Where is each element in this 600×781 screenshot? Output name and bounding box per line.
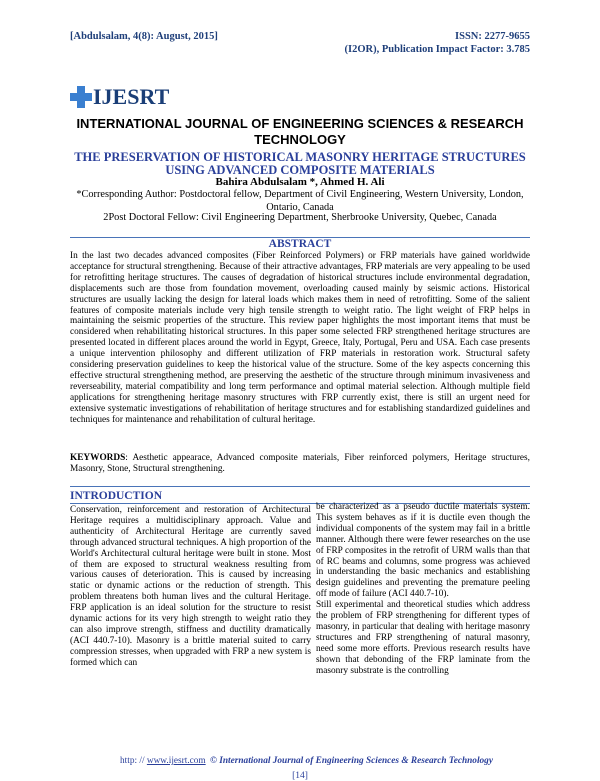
introduction-heading: INTRODUCTION (70, 490, 163, 502)
introduction-paragraph-1: be characterized as a pseudo ductile materials system. This system behaves as if it is ductile even though the individual components of the system may fail in a brittle manner. Although there were fewer researches on the use of FRP composites in the retrofit of URM walls than that of RC beams and columns, some progress was achieved in understanding the basic mechanics and establishing design guidelines and preventing the premature peeling off mode of failure (ACI 440.7-10). (316, 502, 530, 600)
header-impact-factor: (I2OR), Publication Impact Factor: 3.785 (344, 44, 530, 55)
keywords-rule (70, 486, 530, 487)
keywords (70, 453, 530, 475)
affiliation-1: *Corresponding Author: Postdoctoral fellow, Department of Civil Engineering, Western University, London, Ontario, Canada (76, 189, 524, 213)
page-number: [14] (292, 771, 308, 781)
header-issn-block (345, 30, 530, 56)
header-issn: ISSN: 2277-9655 (455, 31, 530, 42)
header-citation: [Abdulsalam, 4(8): August, 2015] (70, 31, 218, 42)
journal-logo (70, 84, 169, 112)
journal-name: INTERNATIONAL JOURNAL OF ENGINEERING SCIENCES & RESEARCH TECHNOLOGY (76, 116, 524, 147)
introduction-right-column (316, 502, 530, 677)
authors: Bahira Abdulsalam *, Ahmed H. Ali (215, 176, 385, 188)
footer-copyright: © International Journal of Engineering Sciences & Research Technology (210, 756, 493, 766)
introduction-paragraph-2: Still experimental and theoretical studies which address the problem of FRP strengthening for different types of masonry, in particular that dealing with heritage masonry structures and FRP strengthening of natural masonry, need some more efforts. Previous research results have shown that debonding of the FRP laminate from the masonry substrate is the controlling (316, 600, 530, 676)
abstract-body: In the last two decades advanced composites (Fiber Reinforced Polymers) or FRP materials have gained worldwide acceptance for structural strengthening. Because of their attractive advantages, FRP materials are very appealing to be used for retrofitting heritage structures. The causes of degradation of historical structures include environmental degradation, displacements such are those from foundation movement, overloading caused mainly by seismic actions. Historical structures are usually lacking the design for lateral loads which makes them in need of retrofitting. Some of the salient features of composite materials include very high tensile strength to weight ratio. The light weight of FRP helps in maintaining the seismic properties of the structure. This review paper highlights the most important items that must be considered when rehabilitating historical structures. In this paper some selected FRP strengthened heritage structures are presented located in different places around the world in Egypt, Greece, Italy, Portugal, Peru and USA. Each case presents a unique intervention philosophy and different utilization of FRP materials in restoration work. Structural safety considering preservation guidelines to keep the historical value of the structure. Some of the key aspects concerning this effective structural strengthening method, are preserving the aesthetic of the structure through minimum invasiveness and reverseability, material compatibility and long term performance and optimal material selection. Although multiple field applications for strengthening heritage masonry structures with FRP currently exist, there is still an urgent need for extensive systematic investigations of rehabilitation of heritage structures and for establishing standardized guidelines and techniques for maintenance and rehabilitation of cultural heritage. (70, 251, 530, 425)
footer-url-link[interactable]: www.ijesrt.com (146, 756, 206, 766)
footer-url-prefix: http: // (120, 756, 147, 766)
abstract-heading: ABSTRACT (268, 238, 332, 250)
affiliation-2: 2Post Doctoral Fellow: Civil Engineering Department, Sherbrooke University, Quebec, Canada (103, 212, 497, 223)
logo-text: IJESRT (93, 84, 170, 109)
keywords-label: KEYWORDS (70, 453, 126, 463)
footer-url (120, 756, 206, 766)
introduction-left-column: Conservation, reinforcement and restoration of Architectural Heritage requires a multidisciplinary approach. Value and authenticity of Architectural Heritage are currently saved through advanced structural techniques. A high proportion of the World's Architectural cultural heritage were built in stone. Most of them are exposed to structural weakness resulting from various causes of deterioration. This is caused by increasing static or dynamic actions or the reduction of strength. This problem threatens both human lives and the cultural Heritage. FRP application is an ideal solution for the structure to resist dynamic actions for its very high strength to weight ratio they can also improve strength, stiffness and ductility dramatically (ACI 440.7-10). Masonry is a brittle material suited to carry compression stresses, when upgraded with FRP a new system is formed which can (70, 505, 311, 668)
paper-title: THE PRESERVATION OF HISTORICAL MASONRY HERITAGE STRUCTURES USING ADVANCED COMPOSITE MATERIALS (74, 150, 526, 177)
plus-icon (70, 86, 92, 108)
keywords-list: : Aesthetic appearace, Advanced composite materials, Fiber reinforced polymers, Heritage structures, Masonry, Stone, Structural strengthening. (70, 453, 530, 474)
